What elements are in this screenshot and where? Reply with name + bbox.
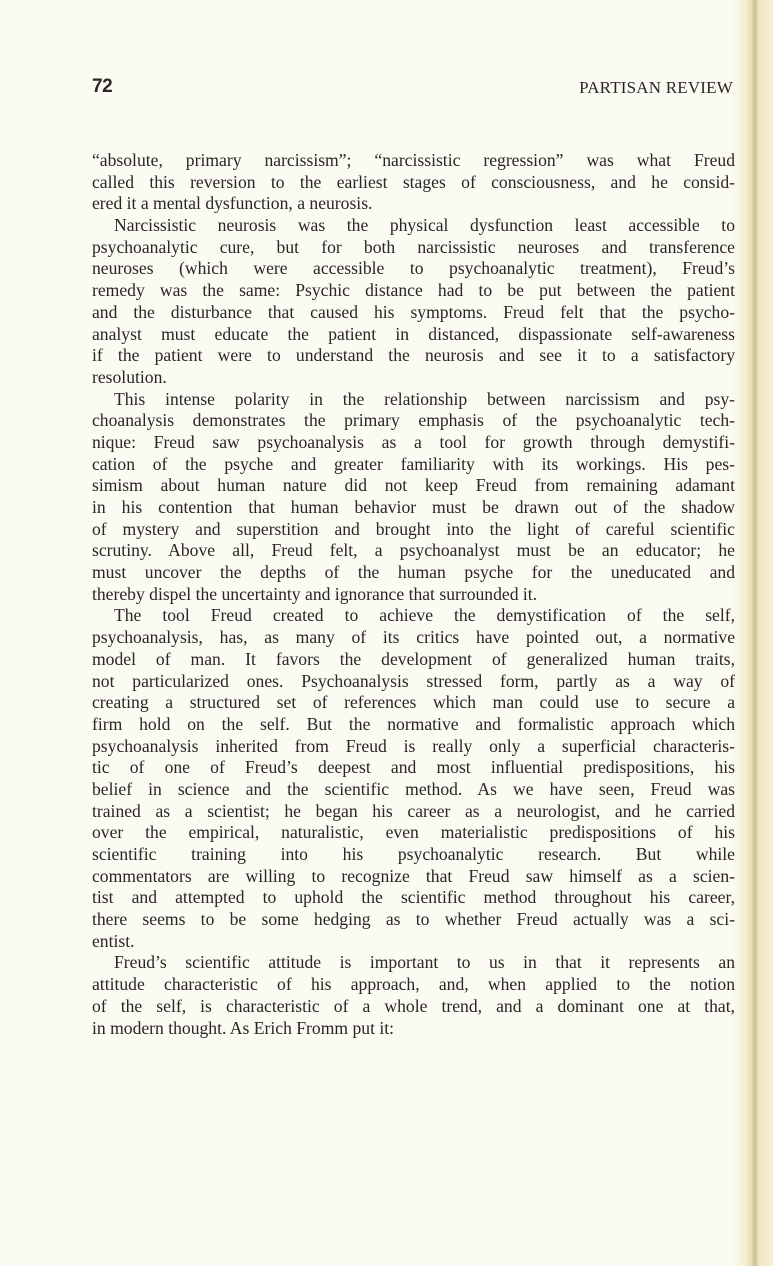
body-text: [92, 150, 735, 1039]
paragraph: [92, 952, 735, 1039]
text-line: nique: Freud saw psychoanalysis as a tool for growth through demystifi-: [92, 431, 735, 452]
text-line: if the patient were to understand the neurosis and see it to a satisfactory: [92, 345, 735, 366]
text-line: psychoanalysis, has, as many of its critics have pointed out, a normative: [92, 627, 735, 648]
text-line: firm hold on the self. But the normative and formalistic approach which: [92, 713, 735, 734]
paragraph: [92, 150, 735, 215]
text-line: over the empirical, naturalistic, even materialistic predispositions of his: [92, 822, 735, 843]
text-line: psychoanalytic cure, but for both narcissistic neuroses and transference: [92, 236, 735, 257]
text-line: creating a structured set of references which man could use to secure a: [92, 692, 735, 713]
text-line: This intense polarity in the relationship between narcissism and psy-: [114, 388, 735, 409]
text-line: thereby dispel the uncertainty and ignorance that surrounded it.: [92, 583, 538, 604]
text-line: in modern thought. As Erich Fromm put it:: [92, 1017, 395, 1038]
text-line: choanalysis demonstrates the primary emphasis of the psychoanalytic tech-: [92, 410, 735, 431]
running-title: PARTISAN REVIEW: [579, 78, 733, 97]
text-line: scientific training into his psychoanalytic research. But while: [92, 844, 735, 864]
text-line: model of man. It favors the development of generalized human traits,: [92, 648, 735, 669]
text-line: psychoanalysis inherited from Freud is really only a superficial characteris-: [92, 735, 735, 756]
text-line: ered it a mental dysfunction, a neurosis.: [92, 193, 373, 214]
text-line: of mystery and superstition and brought into the light of careful scientific: [92, 518, 735, 539]
text-line: The tool Freud created to achieve the demystification of the self,: [114, 605, 735, 626]
text-line: “absolute, primary narcissism”; “narcissistic regression” was what Freud: [92, 150, 735, 170]
text-line: and the disturbance that caused his symptoms. Freud felt that the psycho-: [92, 301, 735, 322]
paragraph: [92, 389, 735, 606]
text-line: remedy was the same: Psychic distance had to be put between the patient: [92, 280, 735, 301]
text-line: of the self, is characteristic of a whole trend, and a dominant one at that,: [92, 995, 735, 1016]
page-edge-shadow: [733, 0, 773, 1266]
text-line: simism about human nature did not keep Freud from remaining adamant: [92, 475, 735, 496]
text-line: Narcissistic neurosis was the physical dysfunction least accessible to: [114, 215, 735, 236]
text-line: commentators are willing to recognize that Freud saw himself as a scien-: [92, 865, 735, 886]
text-line: trained as a scientist; he began his career as a neurologist, and he carried: [92, 800, 735, 821]
text-line: Freud’s scientific attitude is important to us in that it represents an: [114, 952, 735, 973]
text-line: must uncover the depths of the human psyche for the uneducated and: [92, 562, 735, 583]
paragraph: [92, 605, 735, 952]
text-line: entist.: [92, 930, 135, 951]
page-number: 72: [92, 76, 113, 97]
text-line: resolution.: [92, 366, 167, 387]
text-line: neuroses (which were accessible to psychoanalytic treatment), Freud’s: [92, 258, 735, 279]
text-line: attitude characteristic of his approach, and, when applied to the notion: [92, 974, 735, 995]
text-line: called this reversion to the earliest stages of consciousness, and he consid-: [92, 171, 735, 192]
text-line: in his contention that human behavior must be drawn out of the shadow: [92, 497, 735, 517]
text-line: tic of one of Freud’s deepest and most influential predispositions, his: [92, 757, 735, 778]
text-line: belief in science and the scientific method. As we have seen, Freud was: [92, 778, 735, 799]
text-line: analyst must educate the patient in distanced, dispassionate self-awareness: [92, 323, 735, 344]
text-line: tist and attempted to uphold the scientific method throughout his career,: [92, 887, 735, 908]
paragraph: [92, 215, 735, 389]
text-line: there seems to be some hedging as to whether Freud actually was a sci-: [92, 909, 735, 930]
text-line: scrutiny. Above all, Freud felt, a psychoanalyst must be an educator; he: [92, 540, 735, 561]
text-line: not particularized ones. Psychoanalysis stressed form, partly as a way of: [92, 670, 735, 691]
text-line: cation of the psyche and greater familiarity with its workings. His pes-: [92, 453, 735, 474]
